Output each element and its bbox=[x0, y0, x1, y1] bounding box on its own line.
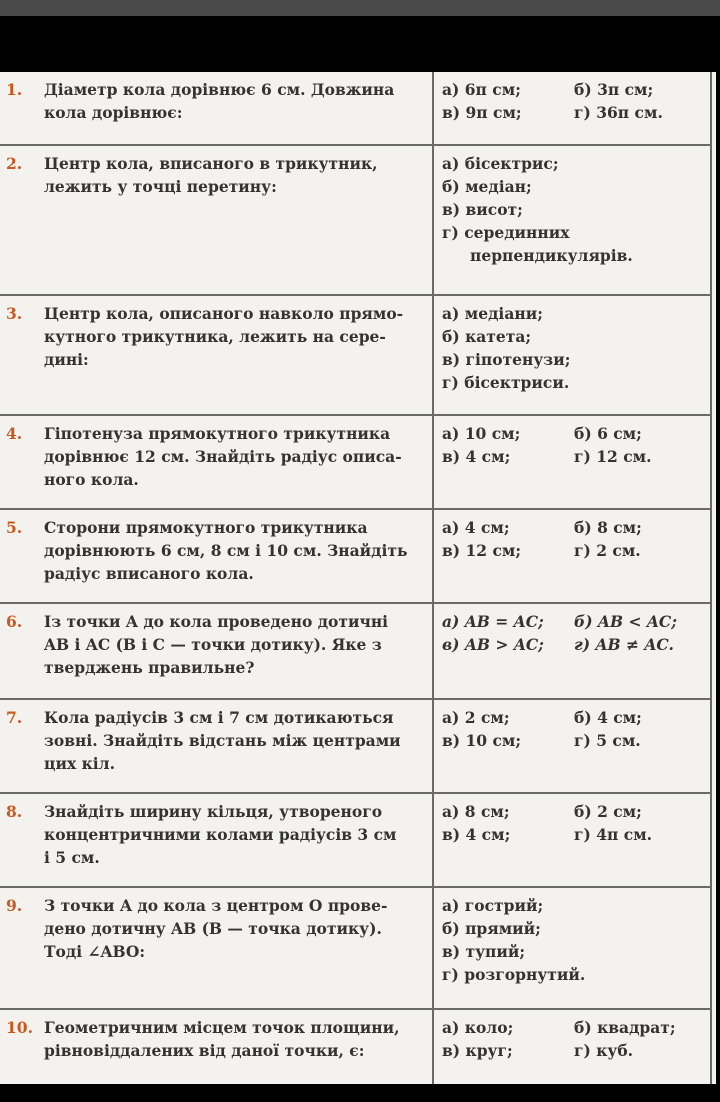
answer-option[interactable]: б) катета; bbox=[442, 327, 532, 346]
question-number: 8. bbox=[6, 802, 23, 821]
bottom-bar bbox=[0, 1084, 720, 1102]
answer-options bbox=[442, 422, 708, 468]
question-number: 2. bbox=[6, 154, 23, 173]
question-text bbox=[6, 706, 430, 775]
answer-option[interactable]: в) 12 см; bbox=[442, 541, 522, 560]
answer-option[interactable]: б) 2 см; bbox=[574, 802, 642, 821]
question-number: 9. bbox=[6, 896, 23, 915]
question-line: З точки A до кола з центром O прове- bbox=[44, 896, 388, 915]
question-text bbox=[6, 152, 430, 198]
question-number: 4. bbox=[6, 424, 23, 443]
question-row-10 bbox=[0, 1010, 712, 1084]
question-row-7 bbox=[0, 700, 712, 794]
answer-option[interactable]: г) 5 см. bbox=[574, 731, 641, 750]
question-line: дорівнює 12 см. Знайдіть радіус описа- bbox=[44, 447, 402, 466]
question-number: 10. bbox=[6, 1018, 33, 1037]
question-line: дено дотичну AB (B — точка дотику). bbox=[44, 919, 382, 938]
answer-options bbox=[442, 706, 708, 752]
question-text bbox=[6, 422, 430, 491]
question-text bbox=[6, 1016, 430, 1062]
question-line: AB і AC (B і C — точки дотику). Яке з bbox=[44, 635, 382, 654]
answer-option[interactable]: г) 4π см. bbox=[574, 825, 653, 844]
question-number: 1. bbox=[6, 80, 23, 99]
answer-option[interactable]: а) гострий; bbox=[442, 896, 544, 915]
question-text bbox=[6, 516, 430, 585]
answer-option[interactable]: а) коло; bbox=[442, 1018, 514, 1037]
question-row-6 bbox=[0, 604, 712, 700]
question-text bbox=[6, 610, 430, 679]
answer-option[interactable]: г) 2 см. bbox=[574, 541, 641, 560]
answer-option[interactable]: в) тупий; bbox=[442, 942, 526, 961]
test-table bbox=[0, 72, 716, 1084]
answer-option[interactable]: б) 3π см; bbox=[574, 80, 654, 99]
answer-options bbox=[442, 302, 708, 394]
answer-option-continuation: перпендикулярів. bbox=[470, 246, 633, 265]
question-row-8 bbox=[0, 794, 712, 888]
answer-option[interactable]: в) 4 см; bbox=[442, 447, 511, 466]
answer-option[interactable]: г) AB ≠ AC. bbox=[574, 635, 674, 654]
answer-option[interactable]: а) медіани; bbox=[442, 304, 543, 323]
question-line: лежить у точці перетину: bbox=[44, 177, 277, 196]
answer-option[interactable]: г) розгорнутий. bbox=[442, 965, 586, 984]
answer-option[interactable]: г) 12 см. bbox=[574, 447, 652, 466]
answer-option[interactable]: а) AB = AC; bbox=[442, 612, 544, 631]
answer-option[interactable]: б) 6 см; bbox=[574, 424, 642, 443]
answer-option[interactable]: в) висот; bbox=[442, 200, 523, 219]
answer-option[interactable]: б) медіан; bbox=[442, 177, 532, 196]
question-line: Центр кола, описаного навколо прямо- bbox=[44, 304, 404, 323]
answer-option[interactable]: г) серединних bbox=[442, 223, 570, 242]
top-bar bbox=[0, 0, 720, 16]
question-row-1 bbox=[0, 72, 712, 146]
question-line: Геометричним місцем точок площини, bbox=[44, 1018, 400, 1037]
question-line: Діаметр кола дорівнює 6 см. Довжина bbox=[44, 80, 395, 99]
answer-option[interactable]: г) 36π см. bbox=[574, 103, 663, 122]
question-line: і 5 см. bbox=[44, 848, 100, 867]
question-number: 6. bbox=[6, 612, 23, 631]
question-line: Із точки A до кола проведено дотичні bbox=[44, 612, 389, 631]
question-line: Сторони прямокутного трикутника bbox=[44, 518, 368, 537]
answer-option[interactable]: а) 8 см; bbox=[442, 802, 510, 821]
question-line: рівновіддалених від даної точки, є: bbox=[44, 1041, 365, 1060]
question-line: дині: bbox=[44, 350, 89, 369]
question-number: 3. bbox=[6, 304, 23, 323]
question-text bbox=[6, 302, 430, 371]
question-line: кутного трикутника, лежить на сере- bbox=[44, 327, 386, 346]
question-line: Центр кола, вписаного в трикутник, bbox=[44, 154, 378, 173]
answer-option[interactable]: б) 8 см; bbox=[574, 518, 642, 537]
answer-option[interactable]: б) AB < AC; bbox=[574, 612, 677, 631]
answer-option[interactable]: в) 4 см; bbox=[442, 825, 511, 844]
question-line: тверджень правильне? bbox=[44, 658, 255, 677]
question-text bbox=[6, 894, 430, 963]
question-line: дорівнюють 6 см, 8 см і 10 см. Знайдіть bbox=[44, 541, 408, 560]
question-number: 5. bbox=[6, 518, 23, 537]
answer-option[interactable]: а) 4 см; bbox=[442, 518, 510, 537]
question-line: кола дорівнює: bbox=[44, 103, 183, 122]
answer-options bbox=[442, 516, 708, 562]
answer-options bbox=[442, 152, 708, 267]
question-line: ного кола. bbox=[44, 470, 139, 489]
question-row-9 bbox=[0, 888, 712, 1010]
question-line: радіус вписаного кола. bbox=[44, 564, 254, 583]
question-row-4 bbox=[0, 416, 712, 510]
answer-option[interactable]: а) 10 см; bbox=[442, 424, 521, 443]
answer-option[interactable]: б) 4 см; bbox=[574, 708, 642, 727]
question-text bbox=[6, 800, 430, 869]
question-row-3 bbox=[0, 296, 712, 416]
question-line: цих кіл. bbox=[44, 754, 115, 773]
question-line: Кола радіусів 3 см і 7 см дотикаються bbox=[44, 708, 394, 727]
answer-option[interactable]: б) прямий; bbox=[442, 919, 541, 938]
answer-options bbox=[442, 610, 708, 656]
answer-option[interactable]: в) круг; bbox=[442, 1041, 513, 1060]
question-line: зовні. Знайдіть відстань між центрами bbox=[44, 731, 401, 750]
question-line: Тоді ∠ABO: bbox=[44, 942, 146, 961]
answer-option[interactable]: в) 9π см; bbox=[442, 103, 522, 122]
answer-options bbox=[442, 800, 708, 846]
answer-option[interactable]: а) 6π см; bbox=[442, 80, 521, 99]
answer-option[interactable]: б) квадрат; bbox=[574, 1018, 676, 1037]
answer-option[interactable]: в) AB > AC; bbox=[442, 635, 544, 654]
answer-options bbox=[442, 1016, 708, 1062]
question-number: 7. bbox=[6, 708, 23, 727]
answer-options bbox=[442, 78, 708, 124]
question-text bbox=[6, 78, 430, 124]
question-row-2 bbox=[0, 146, 712, 296]
answer-option[interactable]: в) 10 см; bbox=[442, 731, 522, 750]
question-line: Знайдіть ширину кільця, утвореного bbox=[44, 802, 383, 821]
question-row-5 bbox=[0, 510, 712, 604]
answer-option[interactable]: в) гіпотенузи; bbox=[442, 350, 571, 369]
question-line: Гіпотенуза прямокутного трикутника bbox=[44, 424, 391, 443]
answer-options bbox=[442, 894, 708, 986]
answer-option[interactable]: г) бісектриси. bbox=[442, 373, 570, 392]
question-line: концентричними колами радіусів 3 см bbox=[44, 825, 397, 844]
answer-option[interactable]: г) куб. bbox=[574, 1041, 634, 1060]
answer-option[interactable]: а) бісектрис; bbox=[442, 154, 559, 173]
answer-option[interactable]: а) 2 см; bbox=[442, 708, 510, 727]
